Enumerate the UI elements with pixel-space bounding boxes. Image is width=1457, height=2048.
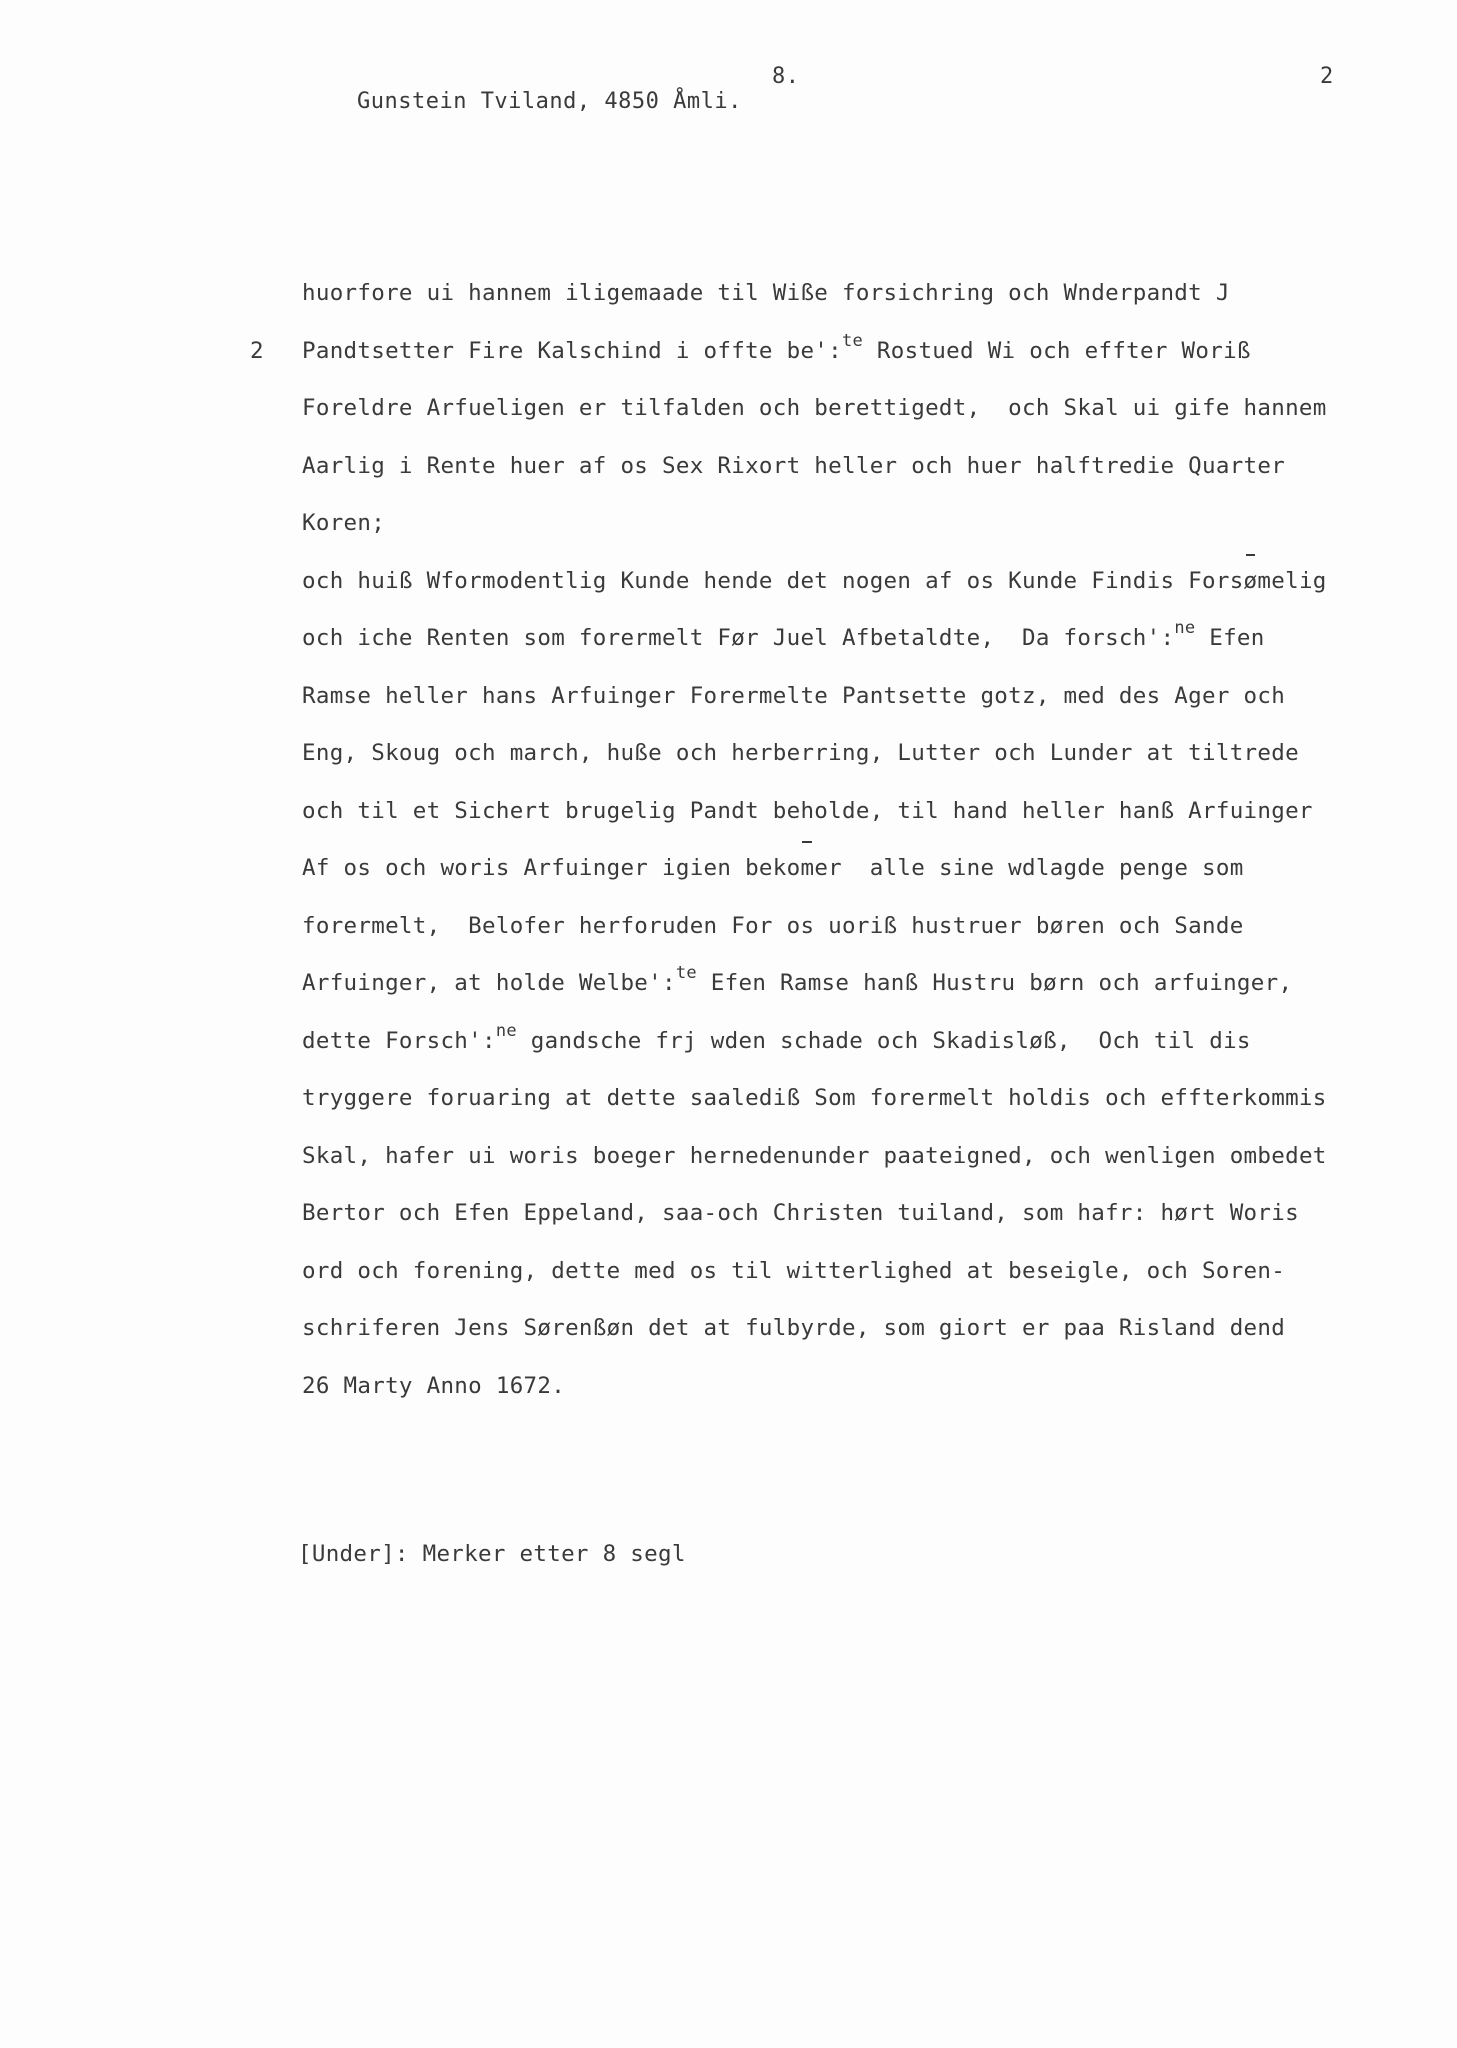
text-line (302, 1020, 1382, 1084)
text-line (302, 1371, 1382, 1429)
line-text: och huiß Wformodentlig Kunde hende det nogen af os Kunde Findis Fors (302, 567, 1244, 594)
text-line (302, 911, 1382, 969)
line-text: Eng, Skoug och march, hußе och herberring, Lutter och Lunder at tiltrede (302, 740, 1299, 766)
line-text: och til et Sichert brugelig Pandt beholde, til hand heller hanß Arfuinger (302, 797, 1313, 824)
text-line (302, 566, 1382, 624)
text-line (302, 1313, 1382, 1371)
line-text: dette Forsch': (302, 1027, 496, 1054)
line-text: er hernedenunder paateigned, och wenligen ombedet (648, 1142, 1327, 1169)
overbar-letter: ø (1243, 567, 1258, 594)
line-text: schriferen Jens Sørenßøn det at fulbyrde, som giort er paa Risland dend (302, 1315, 1286, 1341)
superscript-abbreviation: ne (495, 1020, 517, 1041)
line-text: Pandtsetter Fire Kalschind i offte be': (302, 337, 842, 364)
signature-note: [Under]: Merker etter 8 segl (298, 1541, 686, 1567)
line-text: forermelt, Belofer herforuden For os uoriß hustruer børen och Sande (302, 912, 1244, 939)
line-text: gandsche frj wden schade och Skadisløß, Och til dis (516, 1027, 1251, 1054)
line-text: Rostued Wi och effter Woriß (863, 337, 1251, 364)
text-line (302, 1141, 1382, 1199)
text-line (302, 618, 1382, 681)
text-line (302, 796, 1382, 854)
text-line (302, 1256, 1382, 1314)
text-line (302, 853, 1382, 911)
line-text: Bertor och Efen Eppeland, saa-och Christen tuiland, som hafr: hørt Woris (302, 1200, 1299, 1226)
text-line (302, 278, 1382, 336)
header-document-number: 8. (772, 64, 800, 89)
line-text: Arfuinger, at holde Welbe': (302, 970, 676, 996)
line-text: Efen Ramse hanß Hustru børn och arfuinger, (696, 970, 1293, 996)
text-line (302, 1198, 1382, 1256)
text-line (302, 681, 1382, 739)
line-text: Efen (1195, 625, 1265, 651)
corrected-letter: g (634, 1142, 649, 1169)
transcription-body (250, 278, 1382, 1428)
line-text: och iche Renten som forermelt Før Juel Afbetaldte, Da forsch': (302, 625, 1175, 651)
text-line (302, 963, 1382, 1026)
line-text: er alle sine wdlagde penge som (814, 855, 1244, 881)
text-line (302, 393, 1382, 451)
margin-note: 2 (250, 337, 264, 364)
text-line (302, 451, 1382, 509)
superscript-abbreviation: te (675, 963, 697, 983)
line-text: melig (1257, 567, 1327, 594)
line-text: Koren; (302, 510, 386, 536)
header-author-place: Gunstein Tviland, 4850 Åmli. (356, 89, 742, 114)
line-text: ord och forening, dette med os til witterlighed at beseigle, och Soren- (302, 1257, 1286, 1284)
line-text: tryggere foruaring at dette saalediß Som forermelt holdis och effterkommis (302, 1085, 1327, 1111)
line-text: Foreldre Arfueligen er tilfalden och berettigedt, och Skal ui gife hannem (302, 395, 1327, 421)
superscript-abbreviation: ne (1174, 618, 1196, 638)
text-line (302, 1083, 1382, 1141)
line-text: huorfore ui hannem iligemaade til Wiße forsichring och Wnderpandt J (302, 280, 1230, 306)
text-line (250, 330, 1382, 394)
line-text: Aarlig i Rente huer af os Sex Rixort heller och huer halftredie Quarter (302, 452, 1286, 479)
page-header (302, 64, 800, 164)
line-text: Ramse heller hans Arfuinger Forermelte Pantsette gotz, med des Ager och (302, 682, 1286, 709)
text-line (302, 508, 1382, 566)
superscript-abbreviation: te (842, 330, 864, 351)
page-number: 2 (1320, 64, 1334, 89)
overbar-letter: m (800, 855, 815, 881)
text-line (302, 738, 1382, 796)
line-text: Af os och woris Arfuinger igien beko (302, 855, 801, 881)
line-text: Skal, hafer ui woris boe (302, 1142, 635, 1169)
line-text: 26 Marty Anno 1672. (302, 1372, 566, 1399)
